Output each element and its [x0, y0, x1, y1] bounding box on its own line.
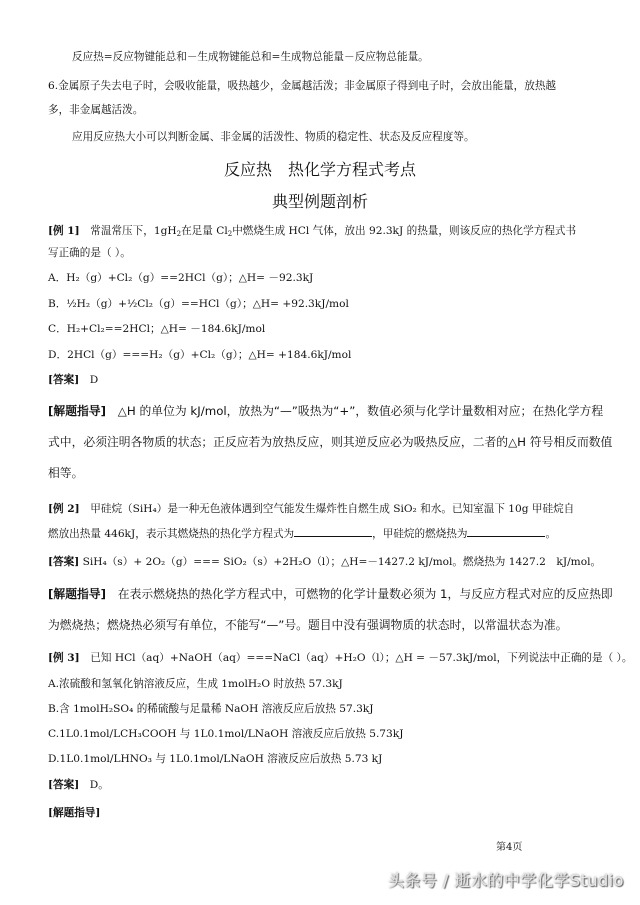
example-3-option-c: C.1L0.1mol/LCH₃COOH 与 1L0.1mol/LNaOH 溶液反应后放热 5.73kJ	[48, 728, 404, 740]
example-1-answer-value: D	[79, 374, 99, 386]
example-3-question	[48, 651, 633, 666]
example-2-question-line-2	[48, 526, 618, 542]
example-1-guide-label: [解题指导]	[48, 404, 106, 418]
example-2-answer	[48, 555, 618, 570]
section-subtitle: 典型例题剖析	[271, 192, 368, 211]
blank-1[interactable]	[294, 526, 372, 537]
example-1-guide-line-1	[48, 404, 618, 419]
example-1-guide-line-2: 式中，必须注明各物质的状态；正反应若为放热反应，则其逆反应必为吸热反应，二者的△H 符号相反而数值	[48, 435, 613, 449]
example-3-answer	[48, 778, 618, 793]
example-2-guide-text-1: 在表示燃烧热的热化学方程式中，可燃物的化学计量数必须为 1，与反应方程式对应的反应热即	[105, 587, 613, 601]
example-1-question-b: 在足量 Cl	[181, 225, 228, 237]
example-1-answer	[48, 373, 618, 388]
example-3-answer-label: [答案]	[48, 779, 80, 791]
example-3-answer-value: D。	[79, 779, 109, 791]
example-1-label: [例 1]	[48, 225, 80, 237]
intro-line-4: 应用反应热大小可以判断金属、非金属的活泼性、物质的稳定性、状态及反应程度等。	[72, 131, 475, 143]
example-3-option-b: B.含 1molH₂SO₄ 的稀硫酸与足量稀 NaOH 溶液反应后放热 57.3kJ	[48, 703, 374, 715]
example-2-question-text-1: 甲硅烷（SiH₄）是一种无色液体遇到空气能发生爆炸性自燃生成 SiO₂ 和水。已知室温下 10g 甲硅烷自	[79, 503, 575, 515]
example-3-option-d: D.1L0.1mol/LHNO₃ 与 1L0.1mol/LNaOH 溶液反应后放热 5.73 kJ	[48, 753, 383, 765]
blank-2[interactable]	[467, 526, 545, 537]
example-2-question-line-1	[48, 502, 618, 517]
example-1-question-a: 常温常压下，1gH	[79, 225, 177, 237]
example-1-option-b: B．½H₂（g）+½Cl₂（g）==HCl（g）；△H= +92.3kJ/mol	[48, 298, 349, 310]
example-3-question-text: 已知 HCl（aq）+NaOH（aq）===NaCl（aq）+H₂O（l）；△H = －57.3kJ/mol，下列说法中正确的是（ ）。	[79, 652, 633, 664]
example-1-option-a: A．H₂（g）+Cl₂（g）==2HCl（g）；△H= －92.3kJ	[48, 272, 314, 284]
example-3-guide-label: [解题指导]	[48, 807, 101, 819]
example-1-question-line-2: 写正确的是（ ）。	[48, 247, 131, 259]
example-3-label: [例 3]	[48, 652, 80, 664]
example-2-guide-line-1	[48, 587, 618, 602]
example-2-answer-value: SiH₄（s）+ 2O₂（g）=== SiO₂（s）+2H₂O（l）；△H=－1427.2 kJ/mol。燃烧热为 1427.2 kJ/mol。	[79, 556, 602, 568]
intro-line-2: 6.金属原子失去电子时，会吸收能量，吸热越少，金属越活泼；非金属原子得到电子时，会放出能量，放热越	[48, 80, 557, 92]
example-1-option-c: C．H₂+Cl₂==2HCl；△H= －184.6kJ/mol	[48, 323, 266, 335]
watermark: 头条号 / 逝水的中学化学Studio	[387, 871, 624, 890]
example-2-guide-line-2: 为燃烧热；燃烧热必须写有单位，不能写“—”号。题目中没有强调物质的状态时，以常温状态为准。	[48, 618, 568, 632]
page-number: 第4页	[496, 842, 523, 853]
example-1-guide-line-3: 相等。	[48, 466, 84, 480]
intro-line-1: 反应热=反应物键能总和－生成物键能总和=生成物总能量－反应物总能量。	[72, 51, 429, 63]
example-1-question-c: 中燃烧生成 HCl 气体，放出 92.3kJ 的热量，则该反应的热化学方程式书	[232, 225, 577, 237]
example-1-option-d: D．2HCl（g）===H₂（g）+Cl₂（g）；△H= +184.6kJ/mol	[48, 349, 352, 361]
example-1-question: [例 1] 常温常压下，$1gH_2$在足量 $Cl_2$中燃烧生成 HCl 气体，放出 92.3kJ 的热量，则该反应的热化学方程式书	[48, 225, 577, 238]
example-3-option-a: A.浓硫酸和氢氧化钠溶液反应，生成 1molH₂O 时放热 57.3kJ	[48, 678, 343, 690]
example-2-question-text-2b: ，甲硅烷的燃烧热为	[372, 528, 468, 540]
example-2-answer-label: [答案]	[48, 556, 80, 568]
example-2-question-text-2c: 。	[545, 528, 557, 540]
example-1-answer-label: [答案]	[48, 374, 80, 386]
example-2-guide-label: [解题指导]	[48, 587, 106, 601]
example-2-label: [例 2]	[48, 503, 80, 515]
example-2-question-text-2a: 燃放出热量 446kJ，表示其燃烧热的热化学方程式为	[48, 528, 295, 540]
example-1-guide-text-1: △H 的单位为 kJ/mol，放热为“—”吸热为“+”，数值必须与化学计量数相对应；在热化学方程	[105, 404, 604, 418]
section-title: 反应热 热化学方程式考点	[223, 160, 416, 179]
intro-line-3: 多，非金属越活泼。	[48, 104, 144, 116]
